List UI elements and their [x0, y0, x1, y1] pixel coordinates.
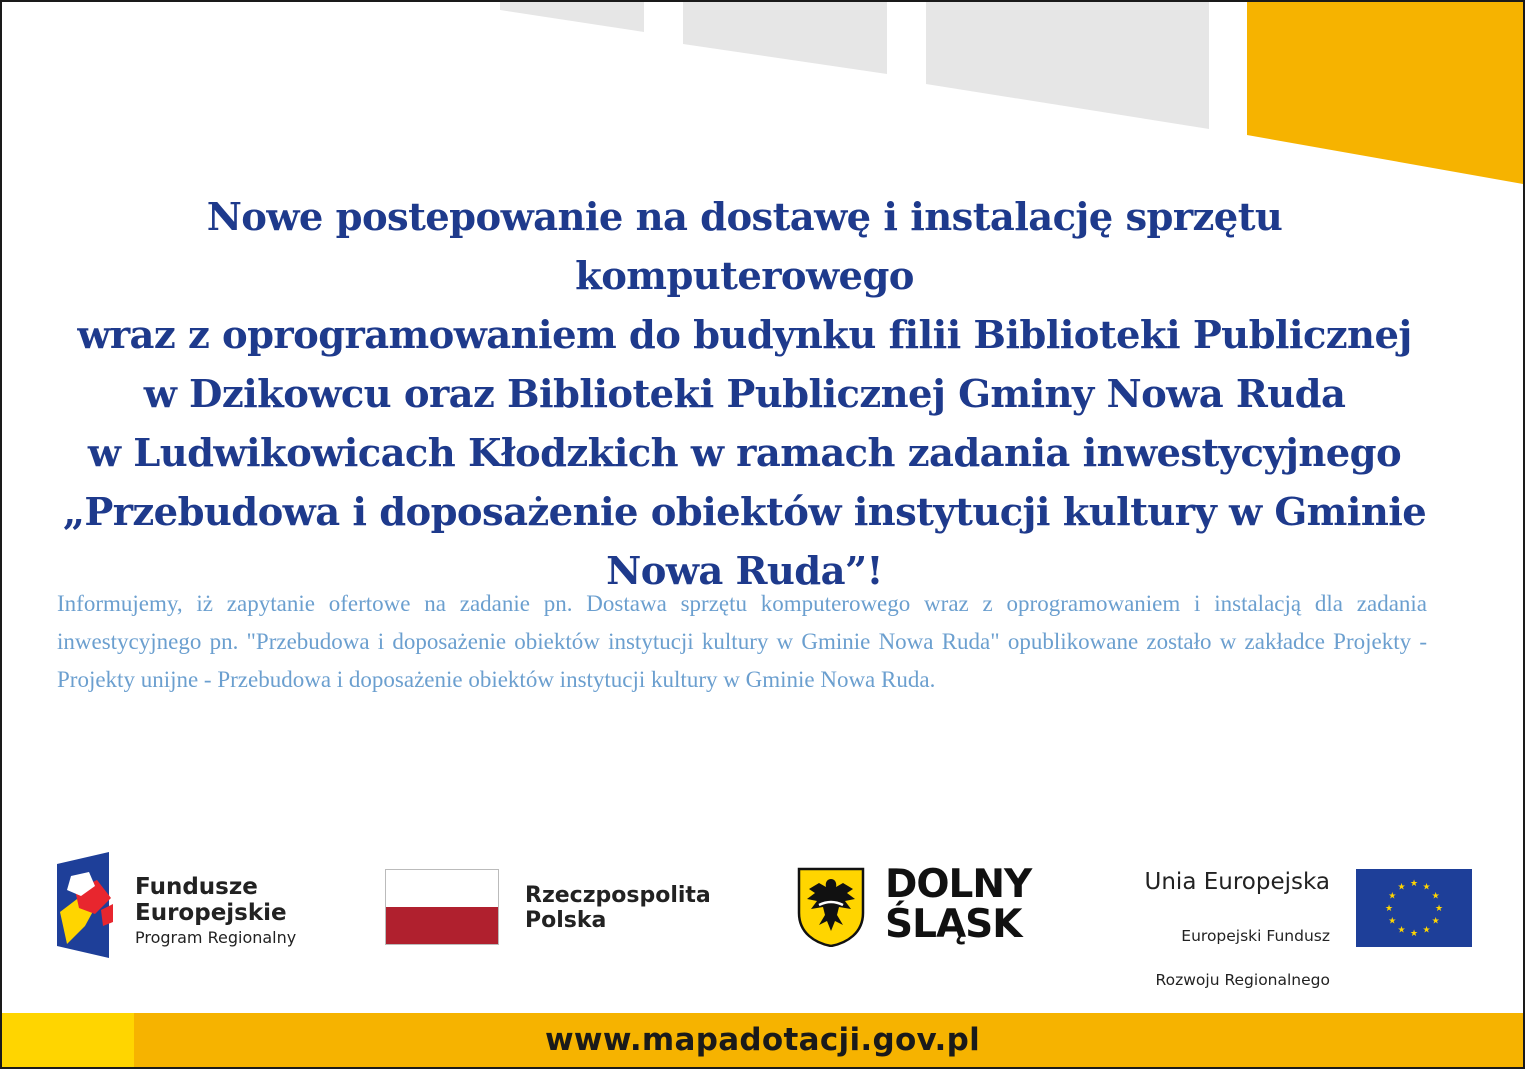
eu-star-icon: ★ [1422, 882, 1431, 893]
unia-europejska-logo [1102, 869, 1472, 989]
eu-star-icon: ★ [1422, 925, 1431, 936]
footer-bar [2, 1013, 1523, 1067]
eagle-crest-icon [797, 867, 865, 947]
eu-star-icon: ★ [1431, 891, 1440, 902]
ue-sub-line2: Rozwoju Regionalnego [1155, 971, 1330, 989]
ds-text [885, 862, 1032, 947]
eu-flag-icon [1356, 869, 1472, 947]
logo-strip [2, 847, 1523, 989]
eu-star-icon: ★ [1388, 916, 1397, 927]
fe-title-line2: Europejskie [135, 900, 287, 926]
eu-star-icon: ★ [1431, 916, 1440, 927]
footer-url-link[interactable]: www.mapadotacji.gov.pl [544, 1022, 981, 1058]
eu-star-icon: ★ [1388, 891, 1397, 902]
ue-title: Unia Europejska [1144, 869, 1330, 895]
ue-subtitle [1156, 903, 1330, 1013]
fe-title-line1: Fundusze [135, 874, 258, 900]
gray-panel-2 [683, 2, 887, 74]
rp-line1: Rzeczpospolita [525, 883, 711, 908]
yellow-corner-panel [1247, 2, 1523, 184]
fundusze-europejskie-icon [57, 852, 113, 958]
fundusze-europejskie-logo [57, 852, 317, 958]
fe-title [135, 874, 287, 926]
rp-text [525, 883, 711, 933]
eu-star-icon: ★ [1397, 882, 1406, 893]
eu-star-icon: ★ [1409, 929, 1419, 939]
eu-stars-icon [1356, 869, 1472, 947]
eu-star-icon: ★ [1434, 904, 1444, 914]
fe-subtitle: Program Regionalny [135, 928, 297, 947]
decorative-header-shapes [2, 2, 1523, 202]
ue-sub-line1: Europejski Fundusz [1181, 927, 1330, 945]
gray-panel-1 [500, 2, 644, 32]
headline: Nowe postepowanie na dostawę i instalację sprzętu komputerowego wraz z oprogramowaniem do budynku filii Biblioteki Publicznej w Dzikowcu oraz Biblioteki Publicznej Gminy Nowa Ruda w Ludwikowicach Kłodzkich w ramach zadania inwestycyjnego „Przebudowa i doposażenie obiektów instytucji kultury w Gminie Nowa Ruda”! [62, 195, 1427, 594]
rp-line2: Polska [525, 908, 607, 933]
eu-star-icon: ★ [1397, 925, 1406, 936]
rzeczpospolita-polska-logo [385, 869, 730, 949]
eu-star-icon: ★ [1409, 879, 1419, 889]
gray-panel-3 [926, 2, 1209, 129]
announcement-text: Informujemy, iż zapytanie ofertowe na zadanie pn. Dostawa sprzętu komputerowego wraz z oprogramowaniem i instalacją dla zadania inwestycyjnego pn. "Przebudowa i doposażenie obiektów instytucji kultury w Gminie Nowa Ruda" opublikowane zostało w zakładce Projekty - Projekty unijne - Przebudowa i doposażenie obiektów instytucji kultury w Gminie Nowa Ruda. [57, 591, 1427, 692]
ds-line2: ŚLĄSK [885, 902, 1022, 947]
polish-flag-icon [385, 869, 499, 945]
eu-star-icon: ★ [1384, 904, 1394, 914]
dolny-slask-logo [797, 862, 1057, 949]
ds-line1: DOLNY [885, 862, 1032, 907]
